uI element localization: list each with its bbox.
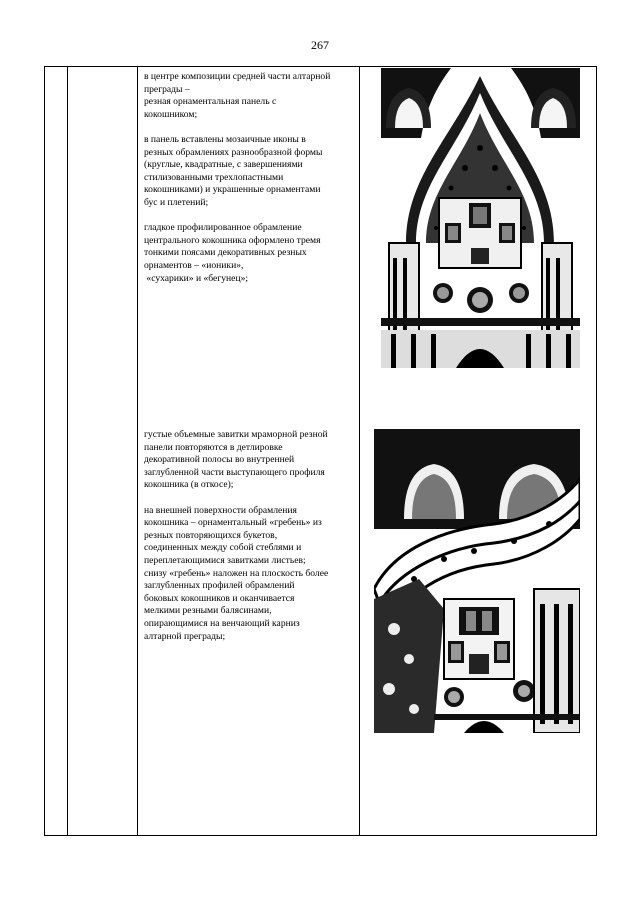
column-divider-1: [67, 67, 68, 835]
description-block-1: [144, 71, 356, 298]
altar-panel-photo-2: [374, 429, 580, 733]
page-number: 267: [311, 38, 329, 52]
paragraph: в панель вставлены мозаичные иконы в резных обрамлениях разнообразной формы (круглые, квадратные, с завершениями стилизованными трехлопастными кокошниками) и украшенные орнаментами бус и плетений;: [144, 133, 323, 208]
altar-panel-image-2: [374, 429, 580, 733]
paragraph: гладкое профилированное обрамление центрального кокошника оформлено тремя тонкими поясами декоративных резных орнаментов – «ионики», «сухарики» и «бегунец»;: [144, 222, 321, 284]
altar-panel-photo-1: [381, 68, 580, 368]
document-table: [44, 66, 597, 836]
description-block-2: [144, 429, 356, 656]
paragraph: густые объемные завитки мраморной резной панели повторяются в детлировке декоративной полосы во внутренней заглубленной части выступающего профиля кокошника (в откосе);: [144, 429, 328, 491]
column-divider-3: [359, 67, 360, 835]
altar-panel-image-1: [381, 68, 580, 368]
paragraph: на внешней поверхности обрамления кокошника – орнаментальный «гребень» из резных повторяющихся букетов, соединенных между собой стеблями и переплетающимися завитками листьев; снизу «гребень» наложен на плоскость более заглубленных профилей обрамлений боковых кокошников и оканчивается мелкими резными балясинами, опирающимися на венчающий карниз алтарной преграды;: [144, 504, 329, 642]
column-divider-2: [137, 67, 138, 835]
paragraph: в центре композиции средней части алтарной преграды – резная орнаментальная панель с кокошником;: [144, 71, 331, 120]
